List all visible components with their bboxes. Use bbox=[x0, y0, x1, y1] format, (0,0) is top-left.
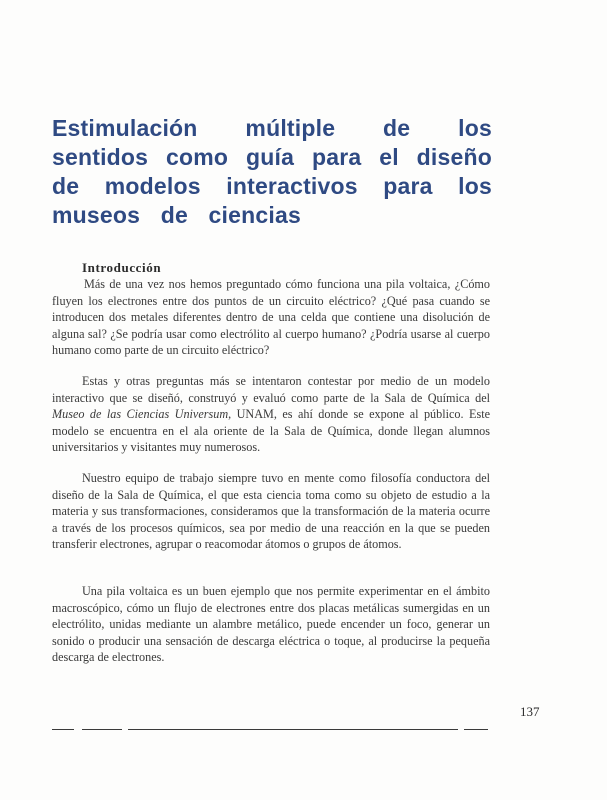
footer-rule-segment bbox=[464, 729, 488, 730]
article-title bbox=[52, 114, 492, 230]
title-line-4: museos de ciencias bbox=[52, 202, 301, 228]
footer-rule-segment bbox=[52, 729, 74, 730]
paragraph-2 bbox=[52, 373, 490, 456]
footer-rule-segment bbox=[82, 729, 122, 730]
section-heading-introduction: Introducción bbox=[82, 260, 162, 275]
paragraph-2-text-start: Estas y otras preguntas más se intentaron contestar por medio de un modelo interactivo que se diseñó, construyó y evaluó como parte de la Sala de Química del bbox=[52, 374, 490, 405]
footer-rule bbox=[128, 729, 458, 730]
title-line-3: de modelos interactivos para los bbox=[52, 173, 492, 199]
paragraph-3: Nuestro equipo de trabajo siempre tuvo en mente como filosofía conductora del diseño de la Sala de Química, el que esta ciencia toma como su objeto de estudio a la materia y sus transformaciones, consideramos que la transformación de la materia ocurre a través de los procesos químicos, sea por medio de una reacción en la que se pueden transferir electrones, agrupar o reacomodar átomos o grupos de átomos. bbox=[52, 471, 490, 552]
title-line-1: Estimulación múltiple de los bbox=[52, 115, 492, 141]
museum-name: Museo de las Ciencias Universum bbox=[52, 407, 229, 422]
page-number: 137 bbox=[520, 704, 540, 719]
title-line-2: sentidos como guía para el diseño bbox=[52, 144, 492, 170]
paragraph-1: Más de una vez nos hemos preguntado cómo funciona una pila voltaica, ¿Cómo fluyen los electrones entre dos puntos de un circuito eléctrico? ¿Qué pasa cuando se introducen dos metales diferentes dentro de una celda que contiene una disolución de alguna sal? ¿Se podría usar como electrólito al cuerpo humano? ¿Podría usarse al cuerpo humano como parte de un circuito eléctrico? bbox=[52, 277, 490, 358]
paragraph-4: Una pila voltaica es un buen ejemplo que nos permite experimentar en el ámbito macroscópico, cómo un flujo de electrones entre dos placas metálicas sumergidas en un electrólito, unidas mediante un alambre metálico, puede encender un foco, generar un sonido o producir una sensación de descarga eléctrica o toque, al producirse la pequeña descarga de electrones. bbox=[52, 584, 490, 665]
paragraph-2-text-end: , UNAM, es ahí donde se expone al público. Este modelo se encuentra en el ala oriente de la Sala de Química, donde llegan alumnos universitarios y visitantes muy numerosos. bbox=[52, 407, 490, 455]
